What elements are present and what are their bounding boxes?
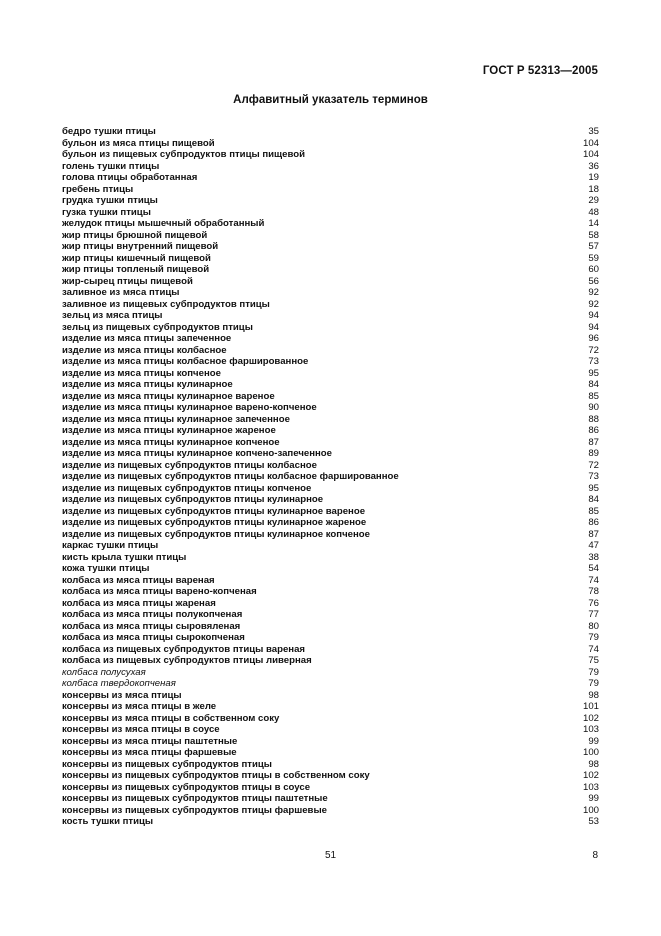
index-term: голова птицы обработанная [62, 172, 198, 183]
index-term: кисть крыла тушки птицы [62, 551, 187, 563]
index-entry [62, 379, 599, 391]
index-entry [62, 770, 599, 782]
index-page-ref: 72 [588, 344, 599, 356]
index-page-ref: 98 [588, 758, 599, 770]
index-entry [62, 736, 599, 748]
index-entry [62, 713, 599, 725]
index-page-ref: 74 [588, 643, 599, 655]
index-page-ref: 96 [588, 333, 599, 344]
index-entry [62, 690, 599, 702]
index-term: изделие из мяса птицы колбасное [62, 344, 227, 356]
index-term: изделие из мяса птицы копченое [62, 367, 221, 379]
index-term: зельц из пищевых субпродуктов птицы [62, 321, 253, 333]
index-entry [62, 230, 599, 242]
index-page-ref: 36 [588, 160, 599, 172]
index-term: консервы из мяса птицы фаршевые [62, 747, 237, 758]
index-entry [62, 241, 599, 253]
index-entry [62, 448, 599, 460]
index-term: консервы из мяса птицы в желе [62, 701, 217, 712]
index-entry [62, 391, 599, 403]
index-entry [62, 655, 599, 667]
index-term: изделие из пищевых субпродуктов птицы копченое [62, 482, 312, 494]
index-term: изделие из мяса птицы колбасное фаршированное [62, 356, 309, 367]
index-page-ref: 103 [582, 781, 599, 793]
index-term: изделие из пищевых субпродуктов птицы кулинарное жареное [62, 517, 367, 528]
index-entry [62, 540, 599, 552]
index-page-ref: 47 [588, 540, 599, 551]
index-page-ref: 29 [588, 195, 599, 206]
index-term: колбаса из мяса птицы жареная [62, 597, 216, 609]
index-term: зельц из мяса птицы [62, 310, 163, 321]
index-page-ref: 85 [588, 390, 599, 402]
index-term: желудок птицы мышечный обработанный [62, 218, 265, 229]
index-entry [62, 333, 599, 345]
index-term: консервы из пищевых субпродуктов птицы фаршевые [62, 804, 327, 816]
index-term: жир-сырец птицы пищевой [62, 275, 193, 287]
index-page-ref: 86 [588, 517, 599, 528]
index-entry [62, 218, 599, 230]
index-page-ref: 103 [582, 724, 599, 735]
index-term: консервы из мяса птицы [62, 689, 182, 701]
index-page-ref: 79 [588, 666, 599, 678]
index-entry [62, 299, 599, 311]
index-term: колбаса из мяса птицы варено-копченая [62, 586, 257, 597]
index-term: жир птицы топленый пищевой [62, 264, 210, 275]
index-page-ref: 59 [588, 252, 599, 264]
index-entry [62, 414, 599, 426]
index-term: изделие из пищевых субпродуктов птицы колбасное [62, 459, 317, 471]
index-term: изделие из мяса птицы запеченное [62, 333, 232, 344]
index-entry [62, 172, 599, 184]
index-page-ref: 35 [588, 126, 599, 137]
index-entry [62, 494, 599, 506]
index-term: консервы из пищевых субпродуктов птицы [62, 758, 272, 770]
index-term: колбаса из пищевых субпродуктов птицы вареная [62, 643, 306, 655]
index-page-ref: 92 [588, 287, 599, 298]
index-term: жир птицы кишечный пищевой [62, 252, 211, 264]
index-entry [62, 322, 599, 334]
index-term: консервы из мяса птицы в собственном соку [62, 712, 280, 724]
index-entry [62, 368, 599, 380]
sheet-number: 8 [592, 850, 598, 861]
index-page-ref: 79 [588, 678, 599, 689]
index-entry [62, 747, 599, 759]
index-page-ref: 53 [588, 816, 599, 827]
index-page-ref: 88 [588, 413, 599, 425]
index-term: гузка тушки птицы [62, 206, 151, 218]
index-term: колбаса полусухая [62, 666, 146, 678]
index-entry [62, 276, 599, 288]
index-page-ref: 73 [588, 471, 599, 482]
index-entry [62, 678, 599, 690]
index-page-ref: 104 [582, 137, 599, 149]
index-entry [62, 471, 599, 483]
index-term: жир птицы внутренний пищевой [62, 241, 219, 252]
index-page-ref: 38 [588, 551, 599, 563]
index-page-ref: 56 [588, 275, 599, 287]
index-term: изделие из мяса птицы кулинарное варено-копченое [62, 402, 317, 413]
index-term: голень тушки птицы [62, 160, 160, 172]
index-page-ref: 104 [582, 149, 599, 160]
index-entry [62, 724, 599, 736]
document-code: ГОСТ Р 52313—2005 [482, 65, 598, 77]
index-entry [62, 529, 599, 541]
index-page-ref: 84 [588, 494, 599, 505]
index-page-ref: 72 [588, 459, 599, 471]
index-entry [62, 782, 599, 794]
index-term: колбаса из пищевых субпродуктов птицы ливерная [62, 655, 312, 666]
index-page-ref: 94 [588, 321, 599, 333]
index-term: изделие из пищевых субпродуктов птицы кулинарное [62, 494, 324, 505]
index-page-ref: 86 [588, 425, 599, 436]
index-term: изделие из пищевых субпродуктов птицы кулинарное копченое [62, 528, 370, 540]
index-entry [62, 575, 599, 587]
index-page-ref: 77 [588, 609, 599, 620]
index-entry [62, 287, 599, 299]
index-page-ref: 90 [588, 402, 599, 413]
index-entry [62, 310, 599, 322]
index-term: консервы из пищевых субпродуктов птицы в собственном соку [62, 770, 370, 781]
index-entry [62, 563, 599, 575]
index-page-ref: 100 [582, 747, 599, 758]
index-page-ref: 98 [588, 689, 599, 701]
index-term: изделие из мяса птицы кулинарное вареное [62, 390, 275, 402]
index-term: изделие из пищевых субпродуктов птицы колбасное фаршированное [62, 471, 399, 482]
index-term: консервы из мяса птицы паштетные [62, 735, 238, 747]
page-number: 51 [324, 850, 337, 861]
index-page-ref: 99 [588, 793, 599, 804]
index-entry [62, 425, 599, 437]
index-entry [62, 759, 599, 771]
index-term: бульон из пищевых субпродуктов птицы пищевой [62, 149, 305, 160]
index-entry [62, 598, 599, 610]
index-term: изделие из мяса птицы кулинарное запеченное [62, 413, 290, 425]
index-term: изделие из мяса птицы кулинарное копченое [62, 436, 280, 448]
index-page-ref: 102 [582, 712, 599, 724]
index-page-ref: 76 [588, 597, 599, 609]
index-entry [62, 506, 599, 518]
index-entry [62, 701, 599, 713]
term-index-list [62, 126, 599, 828]
index-entry [62, 356, 599, 368]
index-page-ref: 85 [588, 505, 599, 517]
index-entry [62, 621, 599, 633]
index-entry [62, 161, 599, 173]
index-term: кость тушки птицы [62, 816, 154, 827]
index-entry [62, 805, 599, 817]
index-term: бедро тушки птицы [62, 126, 156, 137]
index-page-ref: 95 [588, 367, 599, 379]
index-page-ref: 101 [582, 701, 599, 712]
index-page-ref: 102 [582, 770, 599, 781]
index-page-ref: 60 [588, 264, 599, 275]
page-title: Алфавитный указатель терминов [233, 94, 428, 106]
index-entry [62, 460, 599, 472]
index-page-ref: 48 [588, 206, 599, 218]
index-term: колбаса из мяса птицы сырокопченая [62, 632, 245, 643]
index-page-ref: 87 [588, 528, 599, 540]
index-term: колбаса из мяса птицы вареная [62, 574, 215, 586]
index-entry [62, 207, 599, 219]
index-entry [62, 667, 599, 679]
index-term: грудка тушки птицы [62, 195, 158, 206]
index-entry [62, 632, 599, 644]
index-page-ref: 95 [588, 482, 599, 494]
index-page-ref: 75 [588, 655, 599, 666]
index-page-ref: 79 [588, 632, 599, 643]
index-entry [62, 609, 599, 621]
index-entry [62, 552, 599, 564]
index-term: изделие из мяса птицы кулинарное жареное [62, 425, 276, 436]
index-page-ref: 84 [588, 379, 599, 390]
index-page-ref: 100 [582, 804, 599, 816]
index-entry [62, 253, 599, 265]
index-term: заливное из пищевых субпродуктов птицы [62, 298, 270, 310]
index-entry [62, 793, 599, 805]
index-entry [62, 517, 599, 529]
index-page-ref: 19 [588, 172, 599, 183]
index-term: жир птицы брюшной пищевой [62, 229, 208, 241]
index-page-ref: 14 [588, 218, 599, 229]
index-page-ref: 89 [588, 448, 599, 459]
index-page-ref: 74 [588, 574, 599, 586]
index-term: каркас тушки птицы [62, 540, 159, 551]
index-term: изделие из мяса птицы кулинарное [62, 379, 233, 390]
index-term: гребень птицы [62, 183, 134, 195]
index-term: кожа тушки птицы [62, 563, 150, 574]
index-entry [62, 149, 599, 161]
index-entry [62, 402, 599, 414]
index-page-ref: 80 [588, 620, 599, 632]
index-term: консервы из пищевых субпродуктов птицы паштетные [62, 793, 328, 804]
index-page-ref: 87 [588, 436, 599, 448]
index-entry [62, 184, 599, 196]
index-entry [62, 644, 599, 656]
index-term: консервы из пищевых субпродуктов птицы в соусе [62, 781, 311, 793]
index-page-ref: 18 [588, 183, 599, 195]
index-term: бульон из мяса птицы пищевой [62, 137, 215, 149]
index-term: изделие из пищевых субпродуктов птицы кулинарное вареное [62, 505, 366, 517]
index-page-ref: 54 [588, 563, 599, 574]
index-term: колбаса из мяса птицы полукопченая [62, 609, 243, 620]
index-entry [62, 816, 599, 828]
index-page-ref: 78 [588, 586, 599, 597]
index-term: изделие из мяса птицы кулинарное копчено-запеченное [62, 448, 333, 459]
index-entry [62, 126, 599, 138]
index-page-ref: 73 [588, 356, 599, 367]
index-term: заливное из мяса птицы [62, 287, 180, 298]
index-entry [62, 586, 599, 598]
index-term: консервы из мяса птицы в соусе [62, 724, 220, 735]
index-entry [62, 264, 599, 276]
index-page-ref: 94 [588, 310, 599, 321]
index-term: колбаса из мяса птицы сыровяленая [62, 620, 241, 632]
index-page-ref: 58 [588, 229, 599, 241]
index-entry [62, 483, 599, 495]
index-page-ref: 92 [588, 298, 599, 310]
index-entry [62, 138, 599, 150]
index-entry [62, 195, 599, 207]
index-term: колбаса твердокопченая [62, 678, 176, 689]
index-entry [62, 345, 599, 357]
index-entry [62, 437, 599, 449]
index-page-ref: 99 [588, 735, 599, 747]
index-page-ref: 57 [588, 241, 599, 252]
